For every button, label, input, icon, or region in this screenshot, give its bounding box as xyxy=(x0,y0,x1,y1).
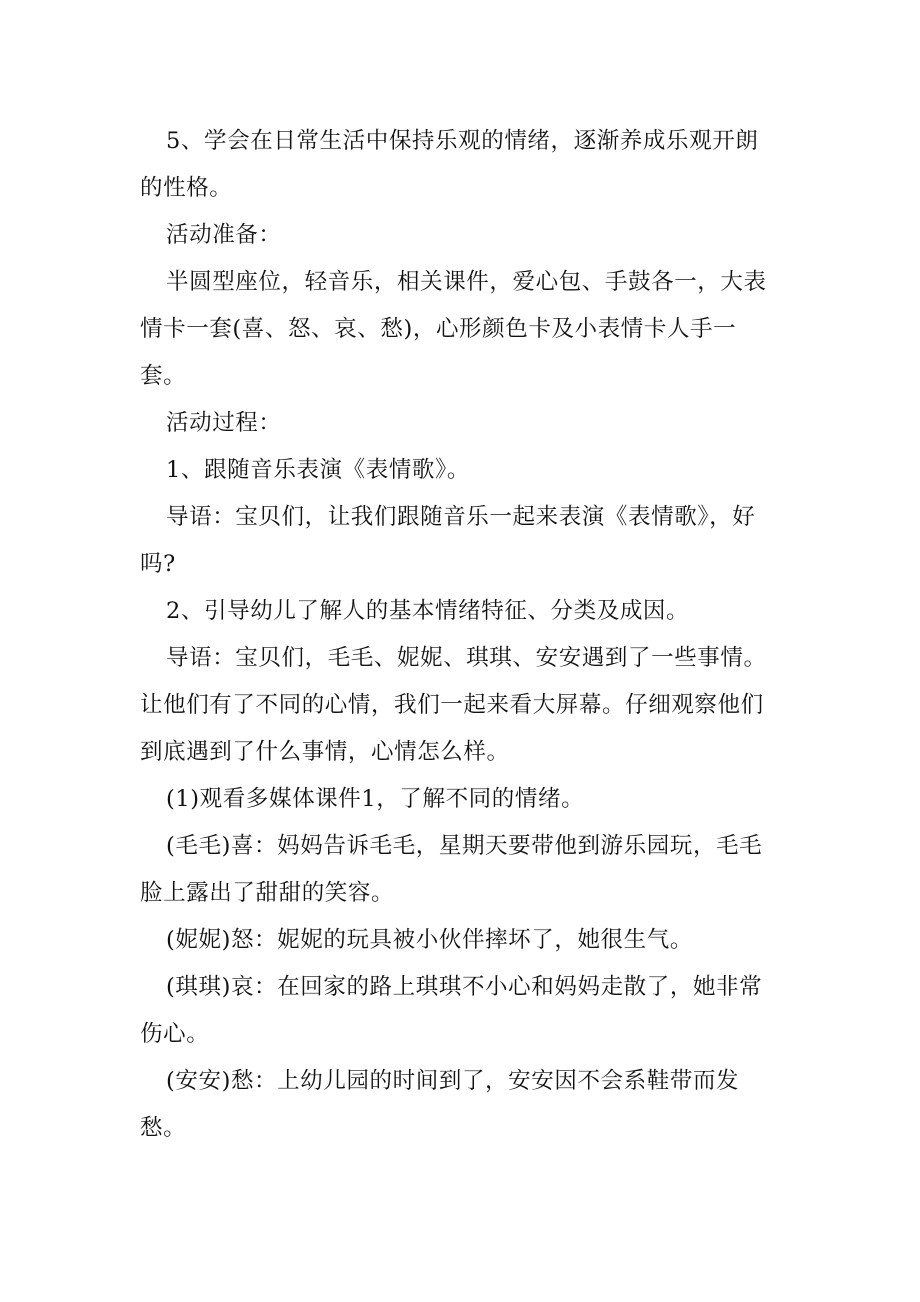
qiqi-paragraph: (琪琪)哀：在回家的路上琪琪不小心和妈妈走散了，她非常伤心。 xyxy=(140,974,763,1047)
anan-paragraph: (安安)愁：上幼儿园的时间到了，安安因不会系鞋带而发愁。 xyxy=(140,1068,740,1141)
nini-paragraph: (妮妮)怒：妮妮的玩具被小伙伴摔坏了，她很生气。 xyxy=(166,927,693,953)
step-1-intro-paragraph: 导语：宝贝们，让我们跟随音乐一起来表演《表情歌》，好吗? xyxy=(140,504,756,577)
preparation-heading: 活动准备： xyxy=(166,222,282,248)
step-2-intro-paragraph: 导语：宝贝们，毛毛、妮妮、琪琪、安安遇到了一些事情。让他们有了不同的心情，我们一起来看大屏幕。仔细观察他们到底遇到了什么事情，心情怎么样。 xyxy=(140,645,767,765)
process-heading: 活动过程： xyxy=(166,410,282,436)
step-2-paragraph: 2、引导幼儿了解人的基本情绪特征、分类及成因。 xyxy=(166,598,690,624)
step-1-paragraph: 1、跟随音乐表演《表情歌》。 xyxy=(166,457,470,483)
substep-1-paragraph: (1)观看多媒体课件1，了解不同的情绪。 xyxy=(166,786,585,812)
goal-5-paragraph: 5、学会在日常生活中保持乐观的情绪，逐渐养成乐观开朗的性格。 xyxy=(140,128,759,201)
preparation-paragraph: 半圆型座位，轻音乐，相关课件，爱心包、手鼓各一，大表情卡一套(喜、怒、哀、愁)，心形颜色卡及小表情卡人手一套。 xyxy=(140,269,767,389)
maomao-paragraph: (毛毛)喜：妈妈告诉毛毛，星期天要带他到游乐园玩，毛毛脸上露出了甜甜的笑容。 xyxy=(140,833,763,906)
